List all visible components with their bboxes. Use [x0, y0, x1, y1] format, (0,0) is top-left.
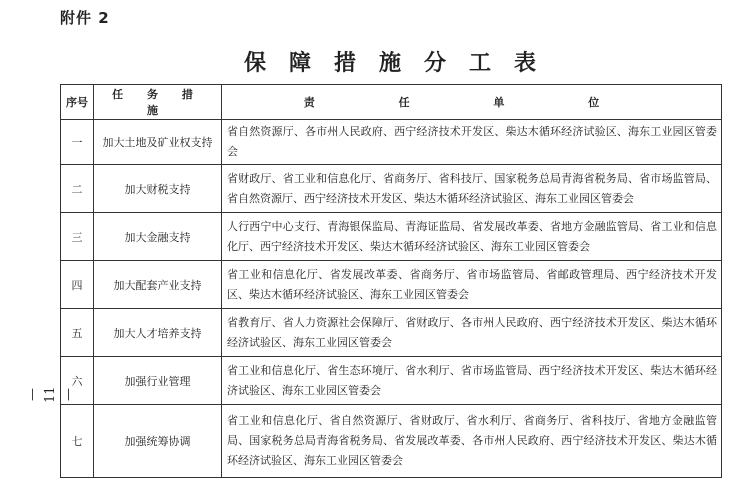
table-row: [61, 357, 722, 405]
row-seq: 二: [61, 165, 94, 213]
row-seq: 七: [61, 405, 94, 478]
row-seq: 六: [61, 357, 94, 405]
measures-table: [60, 84, 722, 478]
row-responsible: 省自然资源厅、各市州人民政府、西宁经济技术开发区、柴达木循环经济试验区、海东工业园区管委会: [222, 120, 722, 165]
row-responsible: 省财政厅、省工业和信息化厅、省商务厅、省科技厅、国家税务总局青海省税务局、省市场监管局、省自然资源厅、西宁经济技术开发区、柴达木循环经济试验区、海东工业园区管委会: [222, 165, 722, 213]
table-row: [61, 405, 722, 478]
table-header-row: [61, 85, 722, 120]
row-seq: 三: [61, 213, 94, 261]
document-title: 保障措施分工表: [243, 50, 559, 76]
row-seq: 五: [61, 309, 94, 357]
page-number: [24, 383, 76, 407]
row-responsible: 人行西宁中心支行、青海银保监局、青海证监局、省发展改革委、省地方金融监管局、省工业和信息化厅、西宁经济技术开发区、柴达木循环经济试验区、海东工业园区管委会: [222, 213, 722, 261]
row-task: 加大土地及矿业权支持: [94, 120, 222, 165]
row-task: 加大配套产业支持: [94, 261, 222, 309]
header-task: 任 务 措 施: [94, 85, 222, 120]
attachment-label: 附件 2: [60, 9, 110, 27]
page-number-text: — 11 —: [25, 386, 76, 404]
row-task: 加大金融支持: [94, 213, 222, 261]
row-responsible: 省工业和信息化厅、省发展改革委、省商务厅、省市场监管局、省邮政管理局、西宁经济技术开发区、柴达木循环经济试验区、海东工业园区管委会: [222, 261, 722, 309]
row-task: 加大财税支持: [94, 165, 222, 213]
header-responsible: 责 任 单 位: [222, 85, 722, 120]
row-responsible: 省工业和信息化厅、省自然资源厅、省财政厅、省水利厅、省商务厅、省科技厅、省地方金融监管局、国家税务总局青海省税务局、省发展改革委、各市州人民政府、西宁经济技术开发区、柴达木循环经济试验区、海东工业园区管委会: [222, 405, 722, 478]
table-row: [61, 261, 722, 309]
table-row: [61, 213, 722, 261]
row-responsible: 省工业和信息化厅、省生态环境厅、省水利厅、省市场监管局、西宁经济技术开发区、柴达木循环经济试验区、海东工业园区管委会: [222, 357, 722, 405]
row-task: 加大人才培养支持: [94, 309, 222, 357]
table-row: [61, 120, 722, 165]
row-seq: 四: [61, 261, 94, 309]
table-row: [61, 165, 722, 213]
row-task: 加强行业管理: [94, 357, 222, 405]
row-seq: 一: [61, 120, 94, 165]
row-responsible: 省教育厅、省人力资源社会保障厅、省财政厅、各市州人民政府、西宁经济技术开发区、柴达木循环经济试验区、海东工业园区管委会: [222, 309, 722, 357]
table-row: [61, 309, 722, 357]
row-task: 加强统筹协调: [94, 405, 222, 478]
header-seq: 序号: [61, 85, 94, 120]
